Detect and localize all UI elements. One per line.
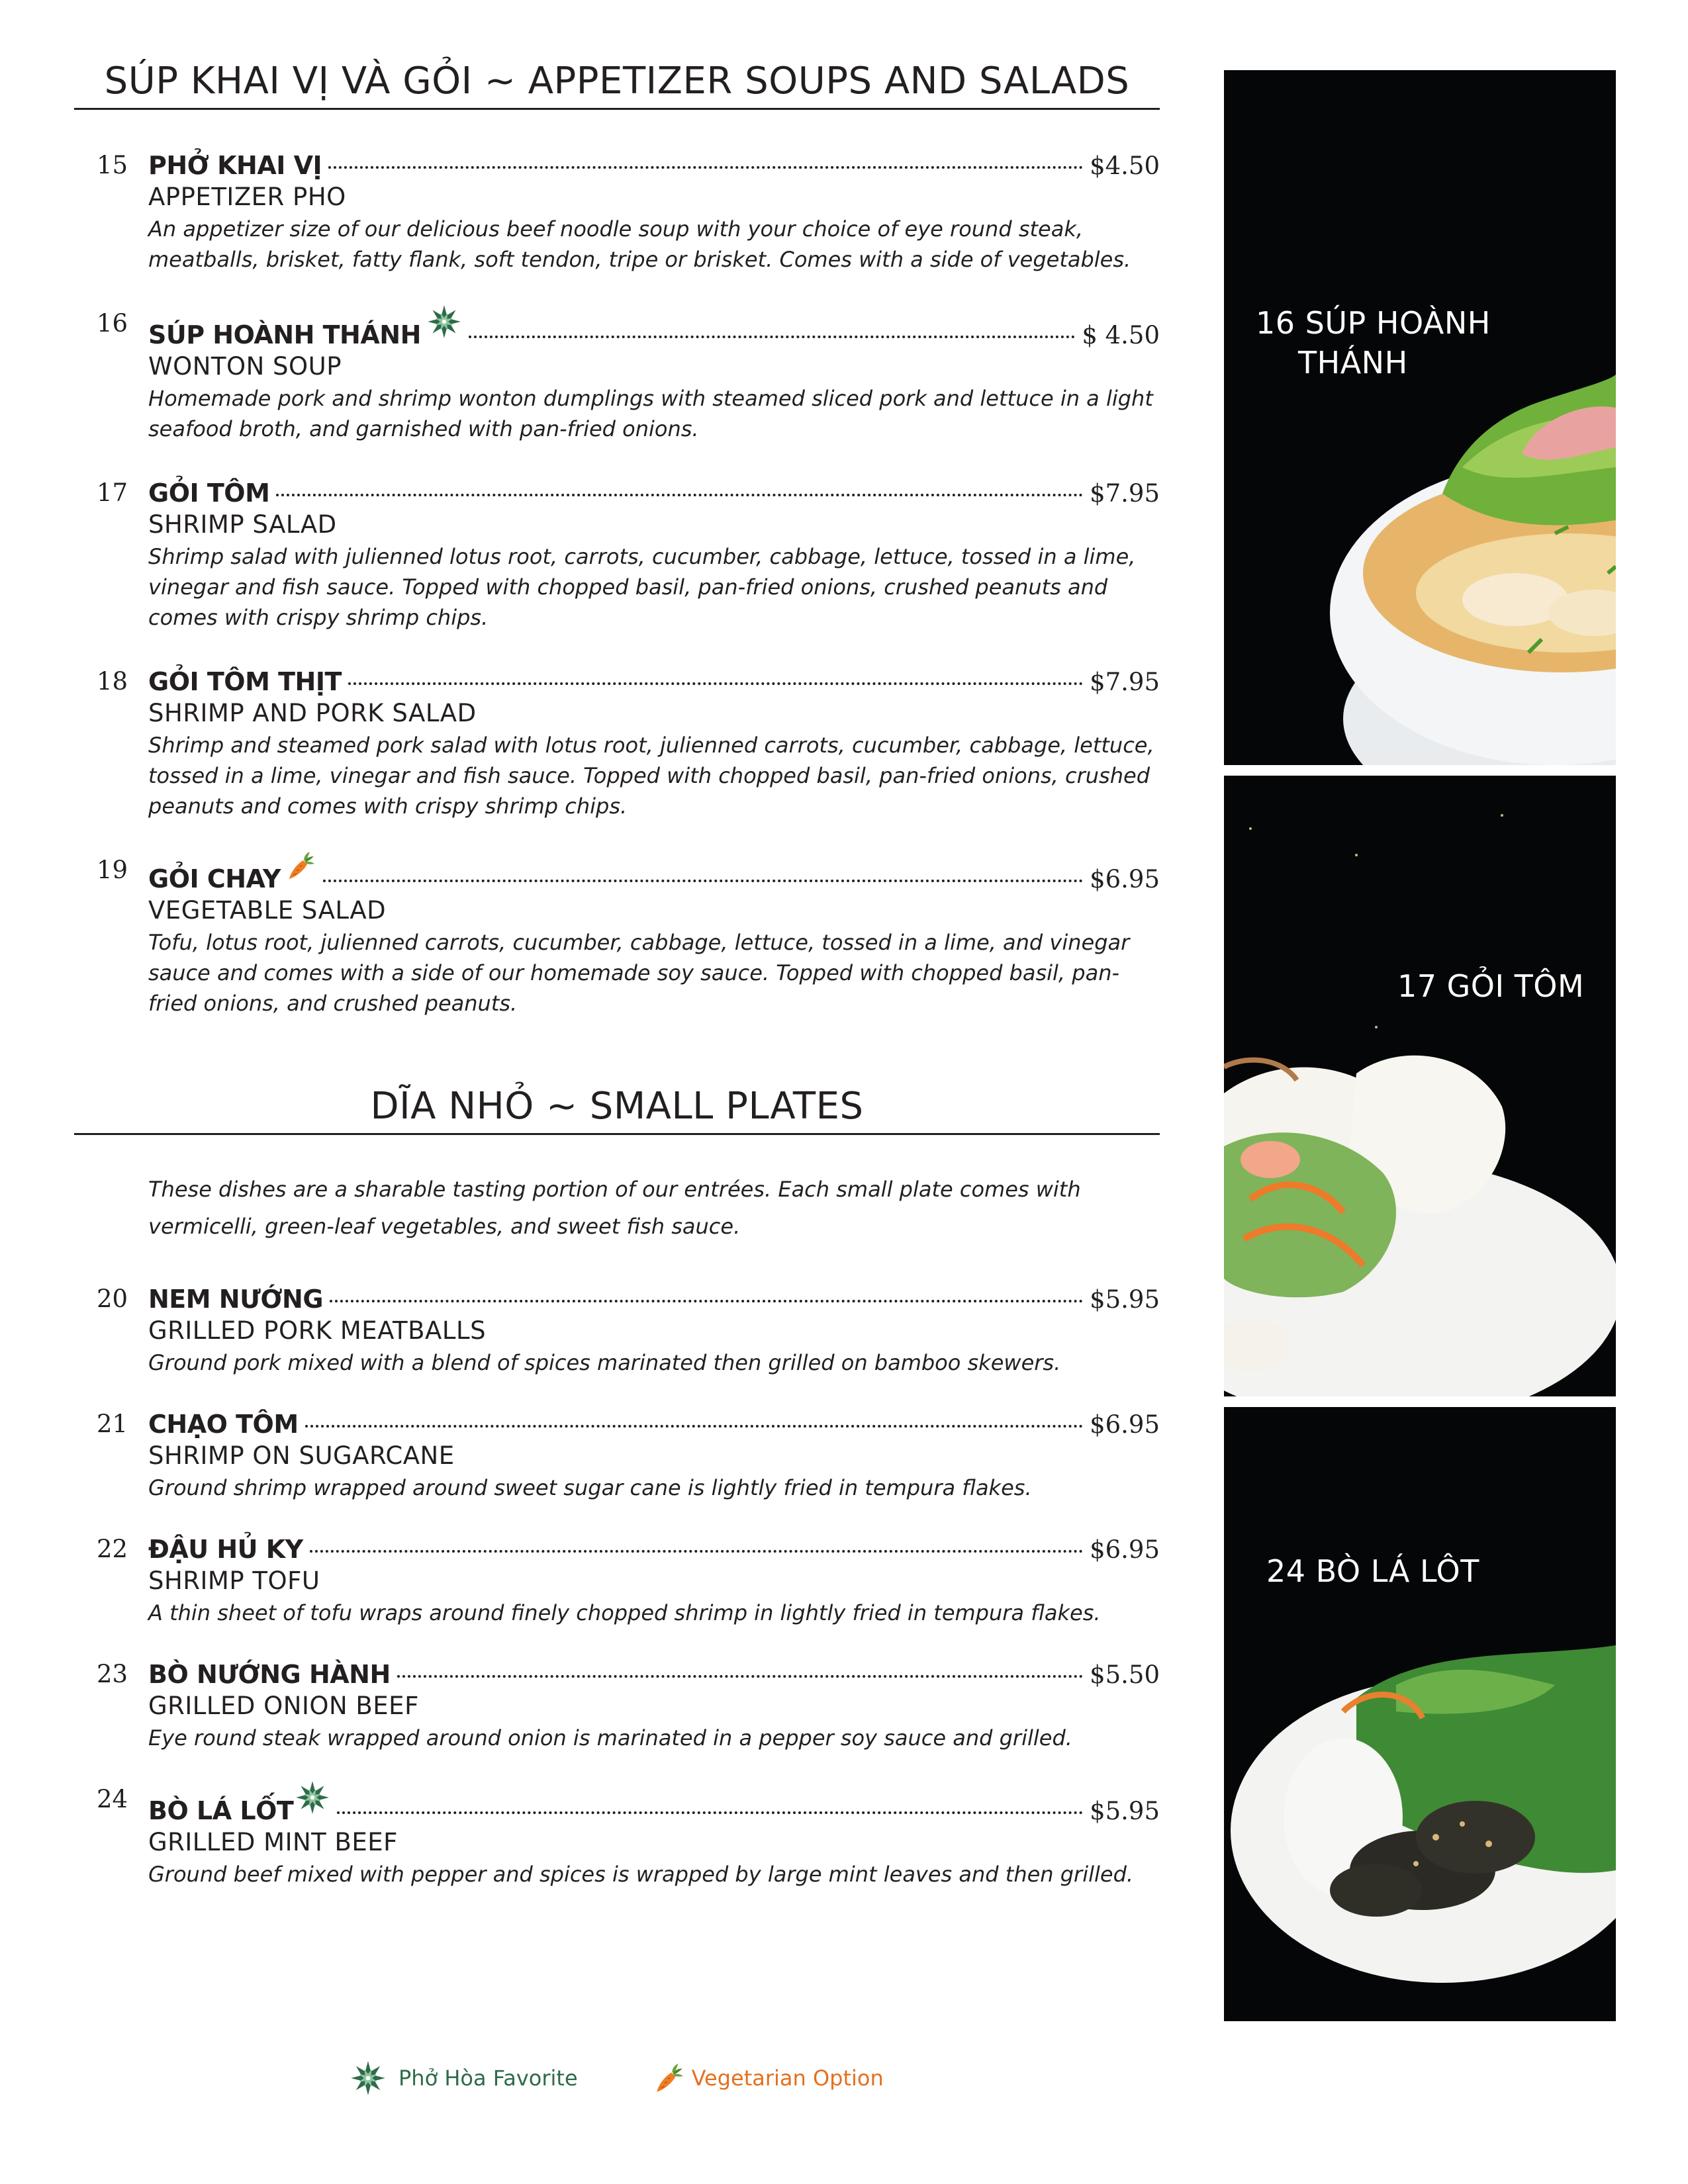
item-number: 24 [97,1785,128,1813]
item-english-name: GRILLED ONION BEEF [148,1692,419,1720]
item-price: $5.95 [1090,1797,1160,1825]
item-english-name: SHRIMP ON SUGARCANE [148,1441,455,1470]
menu-item [74,308,1160,444]
item-number: 23 [97,1660,128,1688]
appetizers-list [74,150,1160,1019]
small-plates-list [74,1283,1160,1889]
menu-content [74,60,1160,1923]
star-flower-icon [426,304,462,340]
dot-leader [328,166,1083,169]
item-number: 15 [97,151,128,179]
appetizers-section-title: SÚP KHAI VỊ VÀ GỎI ~ APPETIZER SOUPS AND SALADS [74,60,1160,110]
menu-item [74,150,1160,275]
item-english-name: GRILLED PORK MEATBALLS [148,1316,487,1345]
legend [350,2060,884,2097]
shrimp-salad-image [1224,776,1616,1396]
item-english-name: SHRIMP TOFU [148,1567,320,1595]
dot-leader [397,1675,1083,1678]
caption-line-1: 16 SÚP HOÀNH [1256,305,1491,341]
item-english-name: GRILLED MINT BEEF [148,1828,398,1856]
item-number: 22 [97,1535,128,1563]
item-description: A thin sheet of tofu wraps around finely chopped shrimp in lightly fried in tempura flakes. [148,1600,1101,1625]
item-name: NEM NƯỚNG [148,1285,324,1314]
menu-item [74,1283,1160,1378]
photo-caption [1256,303,1491,383]
item-name: ĐẬU HỦ KY [148,1535,303,1564]
menu-item [74,1533,1160,1628]
menu-item [74,1408,1160,1503]
item-name: BÒ LÁ LỐT [148,1796,294,1825]
dot-leader [469,336,1075,338]
item-price: $6.95 [1090,1535,1160,1564]
star-flower-icon [350,2060,387,2097]
photo-caption: 17 GỎI TÔM [1397,968,1585,1004]
item-description: Ground pork mixed with a blend of spices marinated then grilled on bamboo skewers. [148,1350,1061,1375]
item-price: $7.95 [1090,479,1160,508]
item-description: Ground beef mixed with pepper and spices is wrapped by large mint leaves and then grilled. [148,1862,1134,1887]
item-number: 21 [97,1410,128,1438]
item-number: 18 [97,667,128,696]
item-description: Ground shrimp wrapped around sweet sugar cane is lightly fried in tempura flakes. [148,1475,1032,1500]
item-name: GỎI TÔM THỊT [148,667,342,696]
item-price: $5.50 [1090,1661,1160,1689]
item-number: 17 [97,478,128,507]
item-price: $ 4.50 [1082,321,1160,349]
item-description: Eye round steak wrapped around onion is marinated in a pepper soy sauce and grilled. [148,1725,1072,1751]
item-name: SÚP HOÀNH THÁNH [148,320,421,349]
item-number: 20 [97,1285,128,1313]
dot-leader [337,1811,1083,1814]
legend-vegetarian-label: Vegetarian Option [691,2066,884,2091]
item-english-name: VEGETABLE SALAD [148,896,387,925]
item-english-name: WONTON SOUP [148,352,342,381]
item-description: Tofu, lotus root, julienned carrots, cucumber, cabbage, lettuce, tossed in a lime, and vinegar sauce and comes with a side of our homemade soy sauce. Topped with chopped basil, pan-fried onions, and crushed peanuts. [148,930,1130,1016]
dot-leader [305,1425,1083,1428]
item-english-name: SHRIMP AND PORK SALAD [148,699,477,727]
item-price: $6.95 [1090,865,1160,893]
item-number: 16 [97,309,128,338]
item-description: Shrimp and steamed pork salad with lotus root, julienned carrots, cucumber, cabbage, lettuce, tossed in a lime, vinegar and fish sauce. Topped with chopped basil, pan-fried onions, crushed peanuts and comes with crispy shrimp chips. [148,733,1154,819]
item-name: GỎI CHAY [148,864,281,893]
menu-item [74,854,1160,1019]
item-name: BÒ NƯỚNG HÀNH [148,1660,391,1689]
dot-leader [276,494,1083,496]
item-name: PHỞ KHAI VỊ [148,151,322,180]
item-name: GỎI TÔM [148,478,270,508]
star-flower-icon [295,1780,330,1815]
dot-leader [310,1550,1083,1553]
item-price: $7.95 [1090,668,1160,696]
item-english-name: APPETIZER PHO [148,183,346,211]
legend-favorite-label: Phở Hòa Favorite [399,2066,578,2091]
photo-grilled-mint-beef [1224,1407,1616,2021]
dot-leader [330,1300,1083,1302]
small-plates-intro: These dishes are a sharable tasting portion of our entrées. Each small plate comes with vermicelli, green-leaf vegetables, and sweet fish sauce. [148,1177,1081,1239]
photo-caption: 24 BÒ LÁ LÔT [1266,1553,1479,1589]
wonton-soup-image [1224,70,1616,765]
item-price: $5.95 [1090,1285,1160,1314]
dot-leader [323,880,1083,882]
small-plates-section-title: DĨA NHỎ ~ SMALL PLATES [74,1085,1160,1135]
carrot-icon [283,849,316,882]
menu-item [74,1784,1160,1889]
dot-leader [348,682,1083,685]
menu-item [74,1659,1160,1753]
item-price: $4.50 [1090,152,1160,180]
item-price: $6.95 [1090,1410,1160,1439]
item-description: Homemade pork and shrimp wonton dumplings with steamed sliced pork and lettuce in a light seafood broth, and garnished with pan-fried onions. [148,386,1153,441]
caption-line-2: THÁNH [1298,345,1408,381]
menu-item [74,666,1160,821]
photo-wonton-soup [1224,70,1616,765]
carrot-icon [651,2061,685,2095]
menu-item [74,477,1160,633]
grilled-mint-beef-image [1224,1407,1616,2021]
item-name: CHẠO TÔM [148,1410,299,1439]
photo-shrimp-salad [1224,776,1616,1396]
item-description: An appetizer size of our delicious beef noodle soup with your choice of eye round steak, meatballs, brisket, fatty flank, soft tendon, tripe or brisket. Comes with a side of vegetables. [148,216,1131,272]
item-number: 19 [97,856,128,884]
item-english-name: SHRIMP SALAD [148,510,337,539]
item-description: Shrimp salad with julienned lotus root, carrots, cucumber, cabbage, lettuce, tossed in a lime, vinegar and fish sauce. Topped with chopped basil, pan-fried onions, crushed peanuts and comes with crispy shrimp chips. [148,544,1136,630]
